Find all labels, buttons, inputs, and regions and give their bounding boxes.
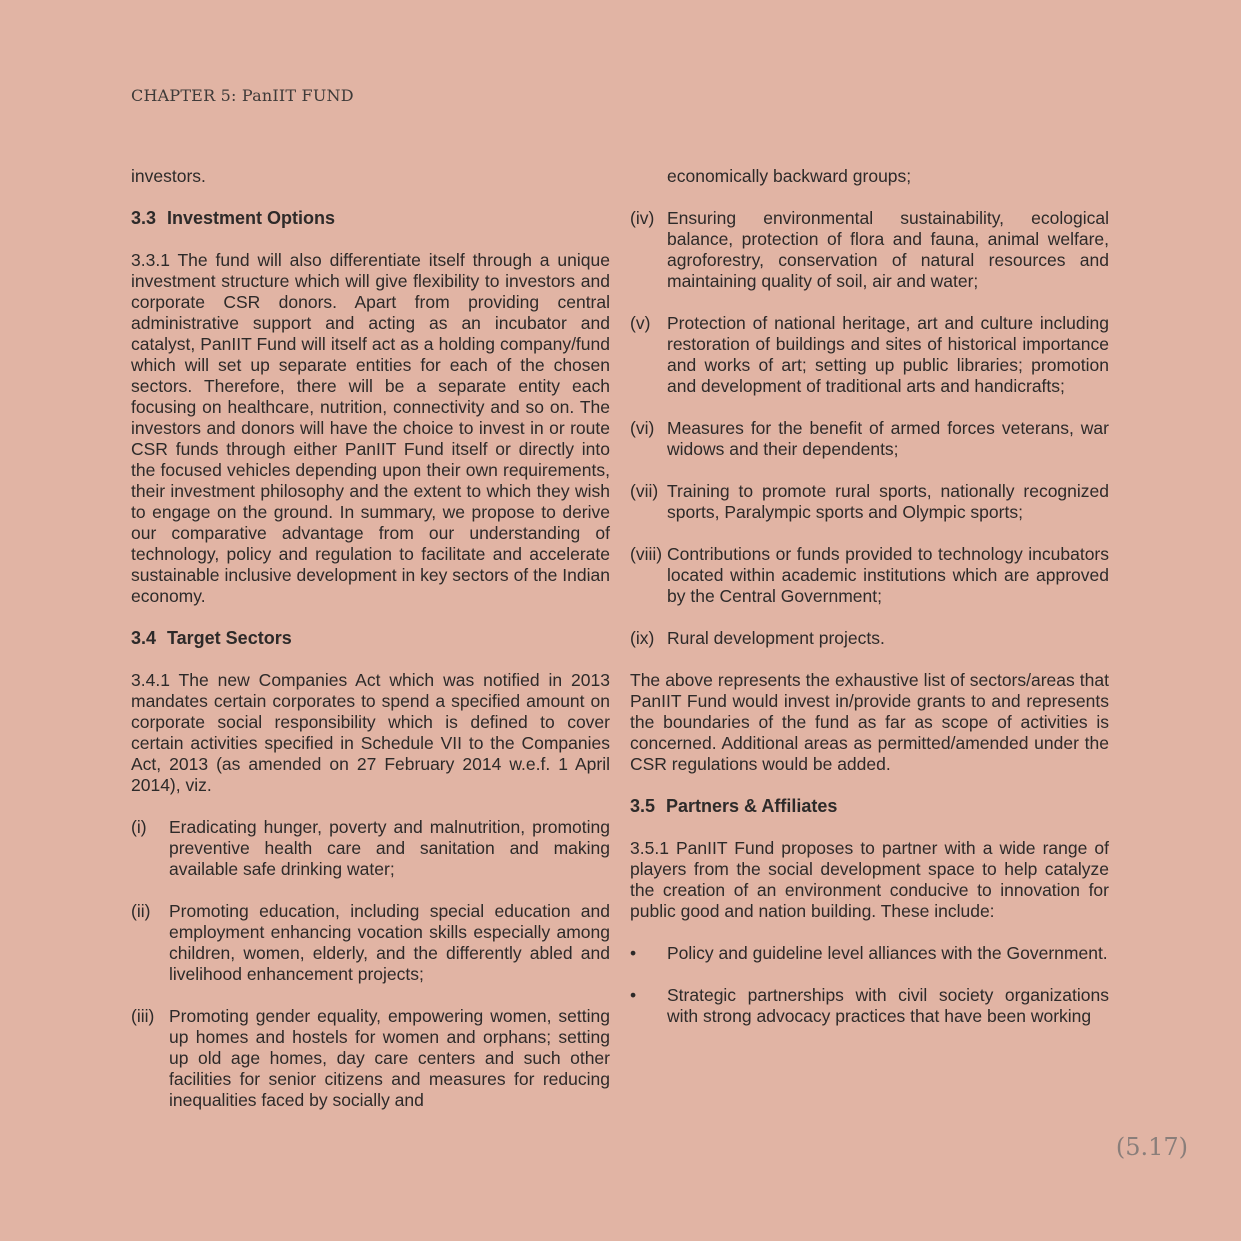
- list-item: [630, 208, 1109, 292]
- section-heading-3-5: [630, 796, 1109, 817]
- section-title: Investment Options: [167, 208, 336, 228]
- list-marker: (iii): [131, 1006, 155, 1026]
- bullet-text: Strategic partnerships with civil society organizations with strong advocacy practices that have been working: [667, 985, 1109, 1026]
- paragraph-3-4-1: 3.4.1 The new Companies Act which was notified in 2013 mandates certain corporates to spend a specified amount on corporate social responsibility which is defined to cover certain activities specified in Schedule VII to the Companies Act, 2013 (as amended on 27 February 2014 w.e.f. 1 April 2014), viz.: [131, 670, 610, 795]
- list-item: [131, 817, 610, 880]
- list-text: Promoting gender equality, empowering women, setting up homes and hostels for women and orphans; setting up old age homes, day care centers and such other facilities for senior citizens and measures for reducing inequalities faced by socially and: [169, 1006, 610, 1110]
- section-title: Target Sectors: [167, 628, 292, 648]
- list-marker: (vii): [630, 481, 659, 501]
- list-text: Measures for the benefit of armed forces veterans, war widows and their dependents;: [667, 418, 1109, 459]
- list-marker: (ii): [131, 901, 151, 921]
- list-item: [131, 901, 610, 985]
- list-marker: (iv): [630, 208, 655, 228]
- list-text: Promoting education, including special education and employment enhancing vocation skills especially among children, women, elderly, and the differently abled and livelihood enhancement projects;: [169, 901, 610, 984]
- list-continuation-text: economically backward groups;: [667, 166, 912, 186]
- paragraph-3-3-1: 3.3.1 The fund will also differentiate itself through a unique investment structure which will give flexibility to investors and corporate CSR donors. Apart from providing central administrative support and acting as an incubator and catalyst, PanIIT Fund will itself act as a holding company/fund which will set up separate entities for each of the chosen sectors. Therefore, there will be a separate entity each focusing on healthcare, nutrition, connectivity and so on. The investors and donors will have the choice to invest in or route CSR funds through either PanIIT Fund itself or directly into the focused vehicles depending upon their own requirements, their investment philosophy and the extent to which they wish to engage on the ground. In summary, we propose to derive our comparative advantage from our understanding of technology, policy and regulation to facilitate and accelerate sustainable inclusive development in key sectors of the Indian economy.: [131, 250, 610, 606]
- list-text: Ensuring environmental sustainability, ecological balance, protection of flora and fauna, animal welfare, agroforestry, conservation of natural resources and maintaining quality of soil, air and water;: [667, 208, 1109, 291]
- bullet-marker: •: [630, 985, 637, 1005]
- chapter-header: CHAPTER 5: PanIIT FUND: [131, 86, 354, 105]
- list-item: [630, 544, 1109, 607]
- section-number: 3.4: [131, 628, 157, 648]
- bullet-text: Policy and guideline level alliances with the Government.: [667, 943, 1108, 963]
- list-marker: (v): [630, 313, 651, 333]
- bullet-item: [630, 943, 1109, 964]
- section-heading-3-4: [131, 628, 610, 649]
- list-item: [630, 418, 1109, 460]
- section-number: 3.5: [630, 796, 656, 816]
- section-number: 3.3: [131, 208, 157, 228]
- list-marker: (viii): [630, 544, 663, 564]
- list-text: Training to promote rural sports, nationally recognized sports, Paralympic sports and Olympic sports;: [667, 481, 1109, 522]
- list-marker: (vi): [630, 418, 655, 438]
- list-text: Protection of national heritage, art and culture including restoration of buildings and sites of historical importance and works of art; setting up public libraries; promotion and development of traditional arts and handicrafts;: [667, 313, 1109, 396]
- right-column: [630, 166, 1109, 1048]
- summary-paragraph: The above represents the exhaustive list of sectors/areas that PanIIT Fund would invest in/provide grants to and represents the boundaries of the fund as far as scope of activities is concerned. Additional areas as permitted/amended under the CSR regulations would be added.: [630, 670, 1109, 774]
- list-item: [630, 481, 1109, 523]
- list-item: [630, 628, 1109, 649]
- list-item: [630, 313, 1109, 397]
- section-title: Partners & Affiliates: [666, 796, 838, 816]
- list-marker: (ix): [630, 628, 655, 648]
- list-text: Eradicating hunger, poverty and malnutrition, promoting preventive health care and sanitation and making available safe drinking water;: [169, 817, 610, 879]
- bullet-marker: •: [630, 943, 637, 963]
- continuation-text: investors.: [131, 166, 206, 186]
- list-item: [131, 1006, 610, 1111]
- list-marker: (i): [131, 817, 147, 837]
- list-text: Rural development projects.: [667, 628, 885, 648]
- paragraph-3-5-1: 3.5.1 PanIIT Fund proposes to partner with a wide range of players from the social development space to help catalyze the creation of an environment conducive to innovation for public good and nation building. These include:: [630, 838, 1109, 921]
- list-text: Contributions or funds provided to technology incubators located within academic institutions which are approved by the Central Government;: [667, 544, 1109, 606]
- section-heading-3-3: [131, 208, 610, 229]
- left-column: [131, 166, 610, 1132]
- bullet-item: [630, 985, 1109, 1027]
- page-number: (5.17): [1115, 1133, 1188, 1161]
